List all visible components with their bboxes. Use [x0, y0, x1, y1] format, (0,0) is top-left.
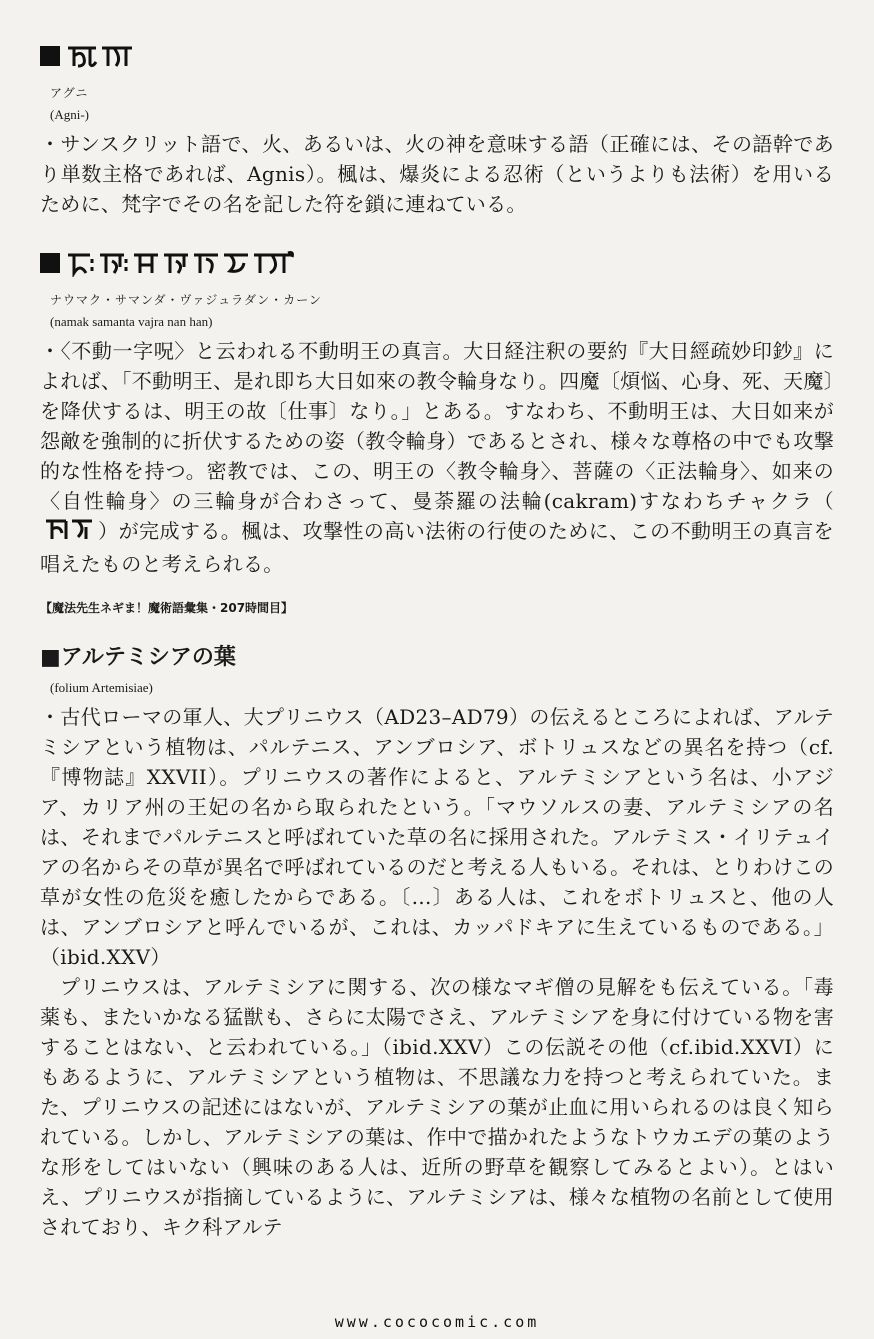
- section-heading: [40, 245, 834, 281]
- paragraph-part-a: ・〈不動一字呪〉と云われる不動明王の真言。大日経注釈の要約『大日經疏妙印鈔』によれば、「不動明王、是れ即ち大日如來の教令輪身なり。四魔〔煩悩、心身、死、天魔〕を降伏するは、明王の故〔仕事〕なり。」とある。すなわち、不動明王は、大日如来が怨敵を強制的に折伏するための姿（教令輪身）であるとされ、様々な尊格の中でも攻撃的な性格を持つ。密教では、この、明王の〈教令輪身〉、菩薩の〈正法輪身〉、如来の〈自性輪身〉の三輪身が合わさって、曼荼羅の法輪(cakram)すなわちチャクラ（: [40, 339, 834, 513]
- section-heading: ■アルテミシアの葉: [40, 645, 236, 670]
- source-citation: 【魔法先生ネギま！魔術語彙集・207時間目】: [40, 600, 294, 615]
- paragraph: ・サンスクリット語で、火、あるいは、火の神を意味する語（正確には、その語幹であり単数主格であれば、Agnis）。楓は、爆炎による忍術（というよりも法術）を用いるために、梵字でその名を記した符を鎖に連ねている。: [40, 132, 834, 216]
- romaji-text: (namak samanta vajra nan han): [50, 314, 213, 329]
- paragraph: ・古代ローマの軍人、大プリニウス（AD23–AD79）の伝えるところによれば、アルテミシアという植物は、パルテニス、アンブロシア、ボトリュスなどの異名を持つ（cf.『博物誌』XXVII）。プリニウスの著作によると、アルテミシアという名は、小アジア、カリア州の王妃の名から取られたという。「マウソルスの妻、アルテミシアの名は、それまでパルテニスと呼ばれていた草の名に採用された。アルテミス・イリテュイアの名からその草が異名で呼ばれているのだと考える人もいる。それは、とりわけこの草が女性の危災を癒したからである。〔…〕ある人は、これをボトリュスと、他の人は、アンブロシアと呼んでいるが、これは、カッパドキアに生えているものである。」（ibid.XXV）: [40, 704, 834, 969]
- section-namak: [40, 245, 834, 579]
- paragraph: プリニウスは、アルテミシアに関する、次の様なマギ僧の見解をも伝えている。「毒薬も、またいかなる猛獣も、さらに太陽でさえ、アルテミシアを身に付けている物を害することはない、と云われている。」（ibid.XXV）この伝説その他（cf.ibid.XXVI）にもあるように、アルテミシアという植物は、不思議な力を持つと考えられていた。また、プリニウスの記述にはないが、アルテミシアの葉が止血に用いられるのは良く知られている。しかし、アルテミシアの葉は、作中で描かれたようなトウカエデの葉のような形をしてはいない（興味のある人は、近所の野草を観察してみるとよい）。とはいえ、プリニウスが指摘しているように、アルテミシアは、様々な植物の名前として使用されており、キク科アルテ: [40, 974, 834, 1239]
- romaji-text: (folium Artemisiae): [50, 679, 153, 695]
- section-heading: [40, 38, 834, 74]
- section-artemisia: [40, 638, 834, 1242]
- romaji-text: (Agni-): [50, 107, 89, 122]
- footer-watermark: www.cococomic.com: [334, 1313, 540, 1331]
- reading-text: ナウマク・サマンダ・ヴァジュラダン・カーン: [50, 293, 322, 307]
- square-bullet-icon: [40, 46, 60, 66]
- square-bullet-icon: [40, 253, 60, 273]
- paragraph: [40, 336, 834, 579]
- siddham-namak-icon: [66, 251, 296, 275]
- siddham-chakra-icon: [44, 517, 94, 549]
- section-agni: [40, 38, 834, 219]
- reading-text: アグニ: [50, 86, 89, 100]
- paragraph-part-b: ）が完成する。楓は、攻撃性の高い法術の行使のために、この不動明王の真言を唱えたものと考えられる。: [40, 519, 834, 576]
- siddham-agni-icon: [66, 44, 136, 68]
